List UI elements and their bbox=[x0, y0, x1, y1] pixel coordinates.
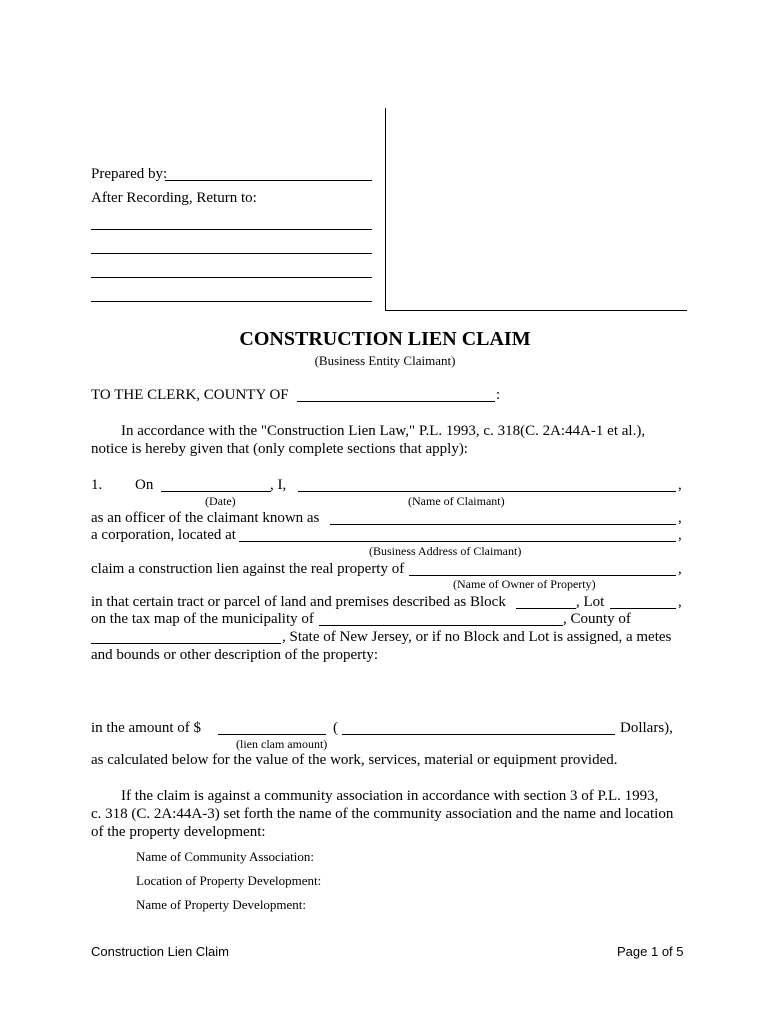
lot-field[interactable] bbox=[610, 608, 676, 609]
amount-field[interactable] bbox=[218, 734, 326, 735]
amount-label: in the amount of $ bbox=[91, 720, 201, 736]
tract-label: in that certain tract or parcel of land and premises described as Block bbox=[91, 594, 506, 610]
community-line-3: of the property development: bbox=[91, 824, 266, 840]
property-development-name-label: Name of Property Development: bbox=[136, 897, 307, 912]
clerk-label: TO THE CLERK, COUNTY OF bbox=[91, 387, 289, 403]
footer-title: Construction Lien Claim bbox=[91, 944, 230, 959]
paren-open: ( bbox=[333, 720, 338, 736]
officer-label: as an officer of the claimant known as bbox=[91, 510, 320, 526]
calc-label: as calculated below for the value of the work, services, material or equipment provided. bbox=[91, 752, 618, 768]
claim-label: claim a construction lien against the real property of bbox=[91, 561, 405, 577]
return-address-line-4[interactable] bbox=[91, 301, 372, 302]
dollars-label: Dollars), bbox=[620, 720, 673, 736]
recording-box-left-border bbox=[385, 108, 386, 310]
comma-3: , bbox=[678, 527, 682, 543]
community-line-1: If the claim is against a community association in accordance with section 3 of P.L. 1993, bbox=[121, 788, 659, 804]
county-field[interactable] bbox=[297, 401, 495, 402]
return-address-line-2[interactable] bbox=[91, 253, 372, 254]
comma-1: , bbox=[678, 477, 682, 493]
state-label: , State of New Jersey, or if no Block and Lot is assigned, a metes bbox=[282, 629, 672, 645]
county-of-label: , County of bbox=[563, 611, 631, 627]
owner-label: (Name of Owner of Property) bbox=[453, 577, 596, 591]
county-name-field[interactable] bbox=[91, 643, 281, 644]
property-location-label: Location of Property Development: bbox=[136, 873, 322, 888]
claimant-name-field[interactable] bbox=[298, 491, 676, 492]
owner-name-field[interactable] bbox=[409, 575, 676, 576]
amount-words-field[interactable] bbox=[342, 734, 615, 735]
prepared-by-label: Prepared by: bbox=[91, 166, 168, 182]
lot-label: , Lot bbox=[576, 594, 605, 610]
date-label: (Date) bbox=[205, 494, 236, 508]
taxmap-label: on the tax map of the municipality of bbox=[91, 611, 314, 627]
address-label: (Business Address of Claimant) bbox=[369, 544, 522, 558]
clerk-colon: : bbox=[496, 387, 501, 403]
municipality-field[interactable] bbox=[319, 625, 563, 626]
intro-line-1: In accordance with the "Construction Lien Law," P.L. 1993, c. 318(C. 2A:44A-1 et al.), bbox=[121, 423, 646, 439]
claimant-label: (Name of Claimant) bbox=[408, 494, 505, 508]
metes-label: and bounds or other description of the property: bbox=[91, 647, 379, 663]
page-number: Page 1 of 5 bbox=[617, 944, 684, 959]
page-subtitle: (Business Entity Claimant) bbox=[314, 353, 456, 368]
officer-company-field[interactable] bbox=[330, 524, 676, 525]
block-field[interactable] bbox=[516, 608, 576, 609]
after-recording-label: After Recording, Return to: bbox=[91, 190, 257, 206]
business-address-field[interactable] bbox=[239, 541, 676, 542]
community-line-2: c. 318 (C. 2A:44A-3) set forth the name of the community association and the name and location bbox=[91, 806, 674, 822]
community-association-name-label: Name of Community Association: bbox=[136, 849, 315, 864]
return-address-line-3[interactable] bbox=[91, 277, 372, 278]
return-address-line-1[interactable] bbox=[91, 229, 372, 230]
on-label: On bbox=[135, 477, 154, 493]
comma-5: , bbox=[678, 594, 682, 610]
section-number: 1. bbox=[91, 477, 103, 493]
recording-box-bottom-border bbox=[385, 310, 687, 311]
i-label: , I, bbox=[270, 477, 287, 493]
comma-4: , bbox=[678, 561, 682, 577]
intro-line-2: notice is hereby given that (only complete sections that apply): bbox=[91, 441, 468, 457]
lien-amount-label: (lien clam amount) bbox=[236, 737, 328, 751]
comma-2: , bbox=[678, 510, 682, 526]
page-title: CONSTRUCTION LIEN CLAIM bbox=[239, 328, 531, 350]
corporation-label: a corporation, located at bbox=[91, 527, 236, 543]
date-field[interactable] bbox=[161, 491, 271, 492]
prepared-by-field[interactable] bbox=[165, 180, 372, 181]
